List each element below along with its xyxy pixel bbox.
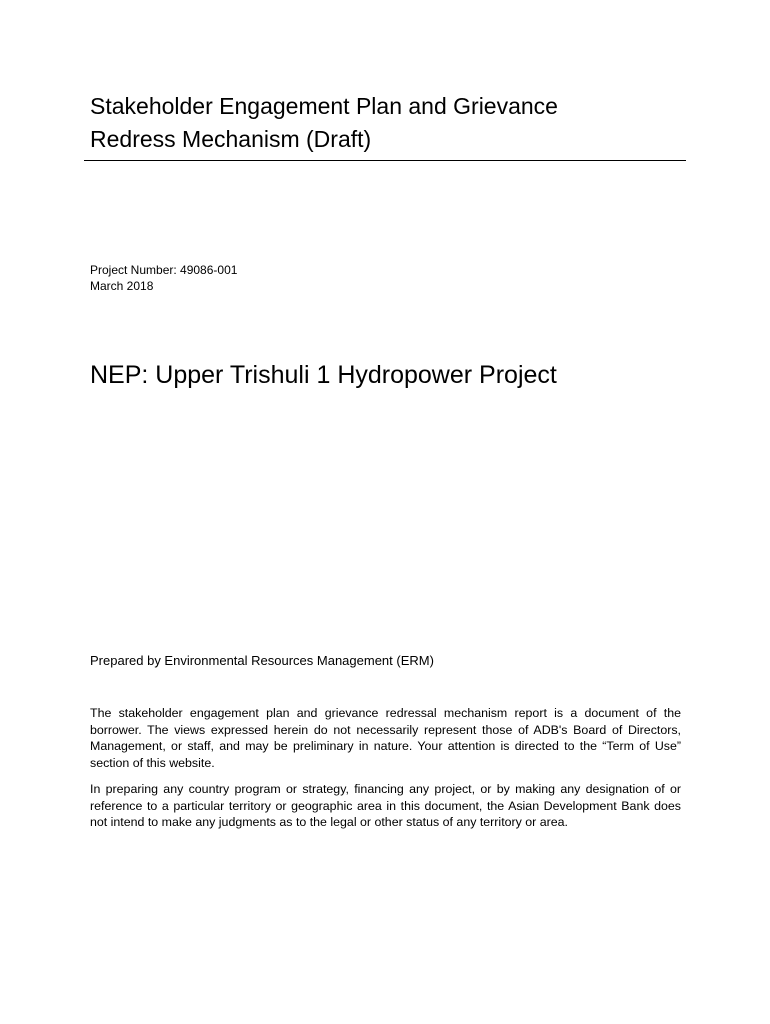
document-title	[90, 90, 690, 156]
disclaimer-paragraph-1: The stakeholder engagement plan and grievance redressal mechanism report is a document of the borrower. The views expressed herein do not necessarily represent those of ADB's Board of Directors, Management, or staff, and may be preliminary in nature. Your attention is directed to the “Term of Use” section of this website.	[90, 706, 681, 770]
document-meta	[90, 262, 237, 294]
document-title-line-1: Stakeholder Engagement Plan and Grievance	[90, 93, 558, 119]
disclaimer-paragraph-2: In preparing any country program or strategy, financing any project, or by making any designation of or reference to a particular territory or geographic area in this document, the Asian Development Bank does not intend to make any judgments as to the legal or other status of any territory or area.	[90, 782, 681, 829]
prepared-by: Prepared by Environmental Resources Management (ERM)	[90, 653, 434, 668]
document-title-line-2: Redress Mechanism (Draft)	[90, 126, 372, 152]
project-number: Project Number: 49086-001	[90, 263, 238, 277]
document-date: March 2018	[90, 279, 154, 293]
title-divider	[84, 160, 686, 161]
project-name: NEP: Upper Trishuli 1 Hydropower Project	[90, 361, 557, 389]
disclaimer	[90, 705, 681, 841]
